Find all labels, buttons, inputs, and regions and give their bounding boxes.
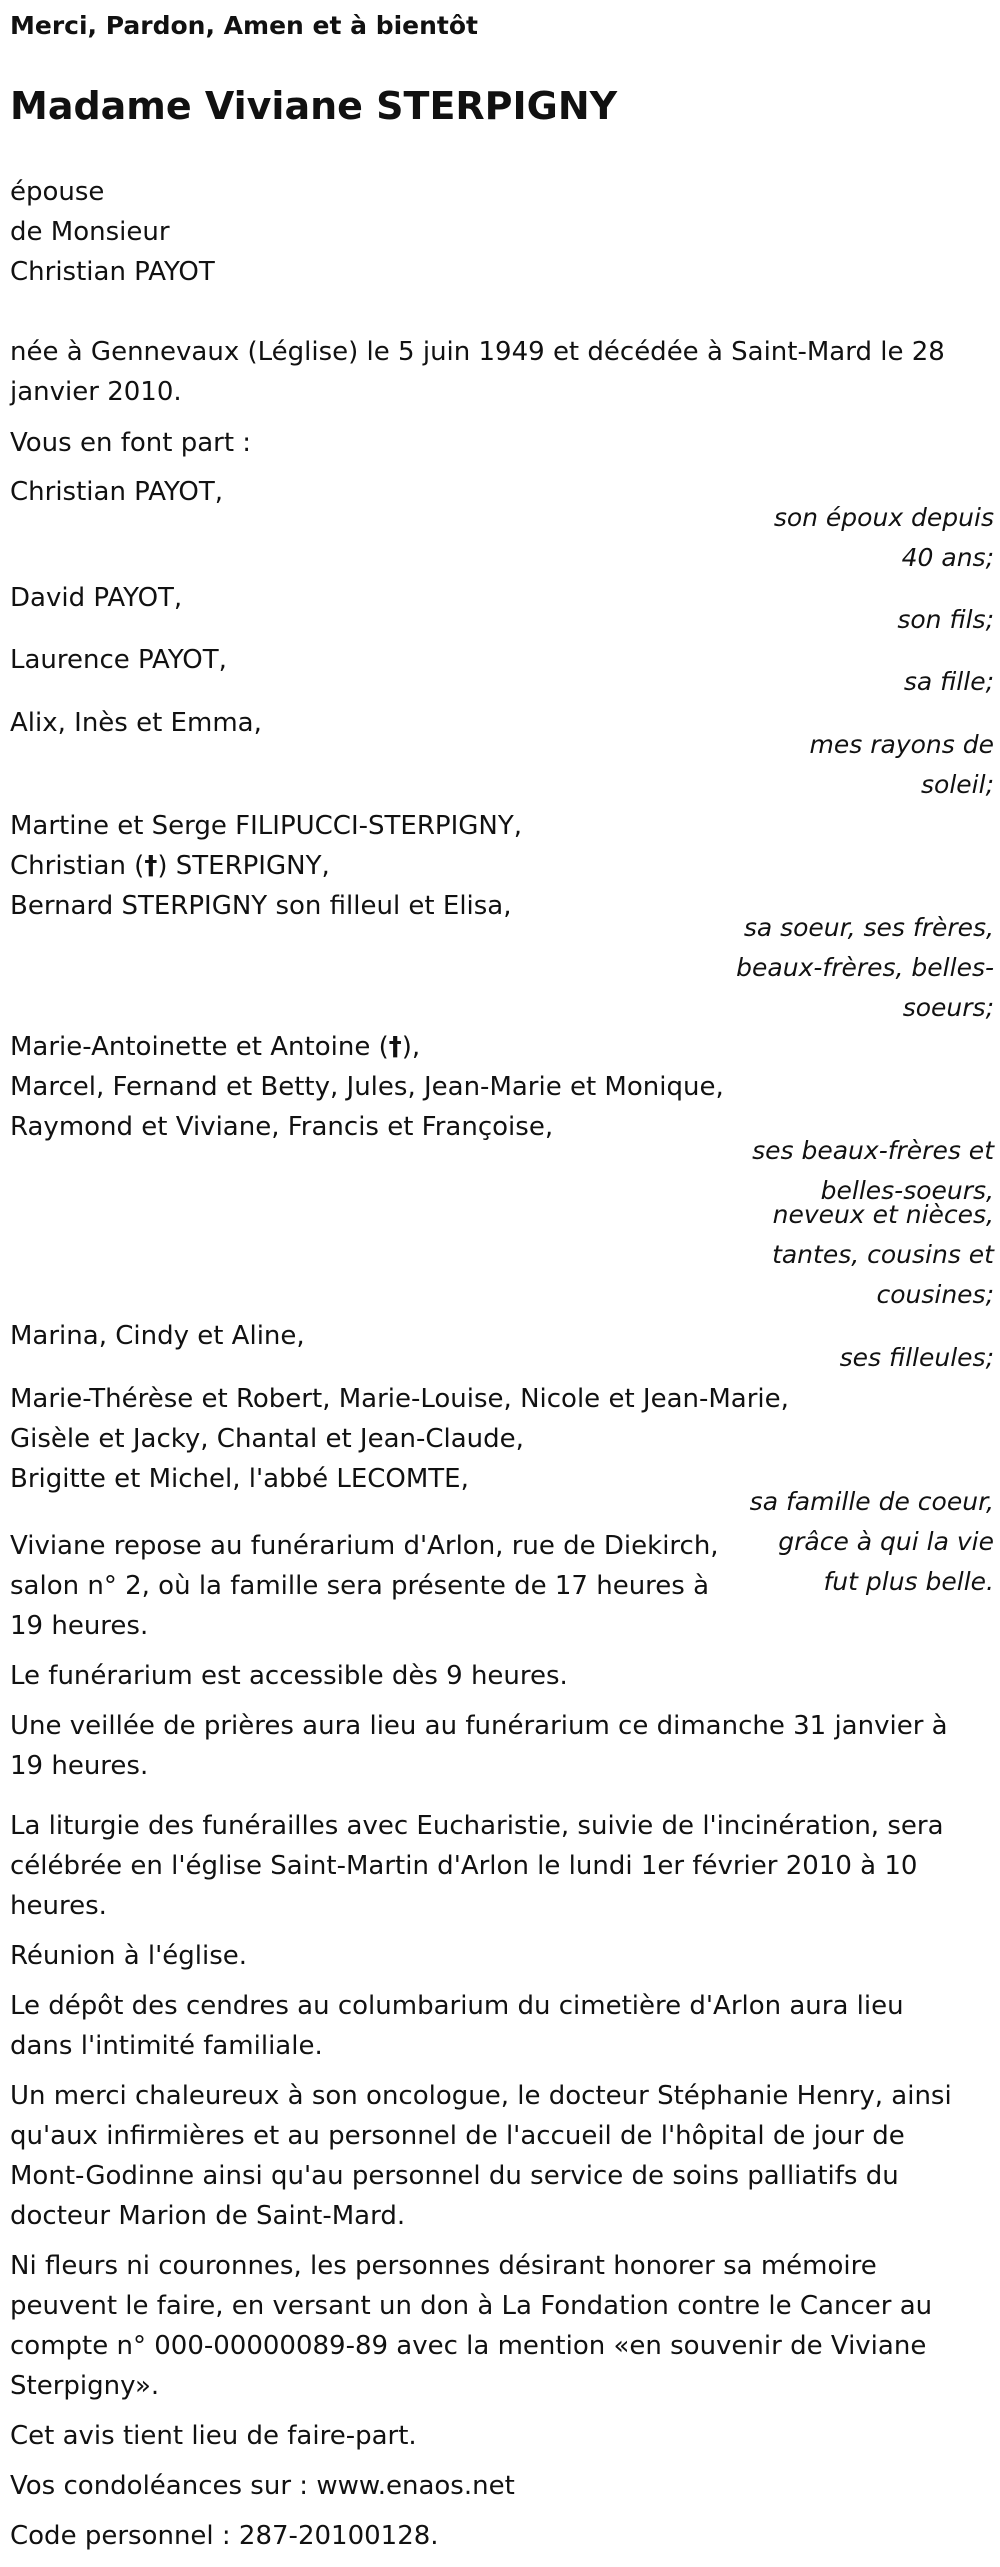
family-inlaws-2: Marcel, Fernand et Betty, Jules, Jean-Marie et Monique, bbox=[10, 1072, 724, 1102]
spouse-line-2: de Monsieur bbox=[10, 217, 170, 247]
role-christian: son époux depuis 40 ans; bbox=[773, 503, 994, 572]
code-text: Code personnel : 287-20100128. bbox=[10, 2521, 439, 2551]
role-heart: sa famille de coeur, grâce à qui la vie fut plus belle. bbox=[749, 1487, 994, 1596]
family-siblings-1: Martine et Serge FILIPUCCI-STERPIGNY, bbox=[10, 811, 522, 841]
family-siblings-2: Christian (†) STERPIGNY, bbox=[10, 851, 330, 881]
spouse-line-3: Christian PAYOT bbox=[10, 257, 215, 287]
family-heart-2: Gisèle et Jacky, Chantal et Jean-Claude, bbox=[10, 1424, 524, 1454]
page-title: Madame Viviane STERPIGNY bbox=[10, 84, 618, 128]
role-goddaughters: ses filleules; bbox=[839, 1343, 994, 1372]
family-inlaws-3: Raymond et Viviane, Francis et Françoise, bbox=[10, 1112, 554, 1142]
cross-icon: † bbox=[144, 851, 158, 881]
notice-text: Cet avis tient lieu de faire-part. bbox=[10, 2421, 417, 2451]
access-text: Le funérarium est accessible dès 9 heures. bbox=[10, 1661, 568, 1691]
family-siblings-3: Bernard STERPIGNY son filleul et Elisa, bbox=[10, 891, 512, 921]
ashes-text: Le dépôt des cendres au columbarium du cimetière d'Arlon aura lieu dans l'intimité familiale. bbox=[10, 1991, 904, 2061]
role-siblings: sa soeur, ses frères, beaux-frères, belles- soeurs; bbox=[736, 913, 994, 1022]
family-christian: Christian PAYOT, bbox=[10, 477, 224, 507]
family-grandchildren: Alix, Inès et Emma, bbox=[10, 708, 262, 738]
condolences-text: Vos condoléances sur : www.enaos.net bbox=[10, 2471, 515, 2501]
rest-line-1: Viviane repose au funérarium d'Arlon, rue de Diekirch, bbox=[10, 1531, 719, 1561]
cross-icon: † bbox=[388, 1032, 402, 1062]
meeting-text: Réunion à l'église. bbox=[10, 1941, 248, 1971]
spouse-line-1: épouse bbox=[10, 177, 105, 207]
rest-line-2: salon n° 2, où la famille sera présente de 17 heures à bbox=[10, 1571, 710, 1601]
family-goddaughters: Marina, Cindy et Aline, bbox=[10, 1321, 305, 1351]
role-laurence: sa fille; bbox=[903, 667, 994, 696]
liturgy-text: La liturgie des funérailles avec Eucharistie, suivie de l'incinération, sera célébrée en l'église Saint-Martin d'Arlon le lundi 1er février 2010 à 10 heures. bbox=[10, 1811, 944, 1921]
family-david: David PAYOT, bbox=[10, 583, 183, 613]
family-inlaws-1: Marie-Antoinette et Antoine (†), bbox=[10, 1032, 421, 1062]
role-david: son fils; bbox=[897, 605, 994, 634]
family-heart-1: Marie-Thérèse et Robert, Marie-Louise, Nicole et Jean-Marie, bbox=[10, 1384, 789, 1414]
family-laurence: Laurence PAYOT, bbox=[10, 645, 227, 675]
role-inlaws: ses beaux-frères et belles-soeurs, neveux et nièces, tantes, cousins et cousines; bbox=[752, 1136, 994, 1309]
birth-death-text: née à Gennevaux (Léglise) le 5 juin 1949 et décédée à Saint-Mard le 28 janvier 2010. bbox=[10, 337, 945, 407]
role-grandchildren: mes rayons de soleil; bbox=[809, 730, 994, 799]
thanks-text: Un merci chaleureux à son oncologue, le docteur Stéphanie Henry, ainsi qu'aux infirmières et au personnel de l'accueil de l'hôpital de jour de Mont-Godinne ainsi qu'au personnel du service de soins palliatifs du docteur Marion de Saint-Mard. bbox=[10, 2081, 952, 2231]
flowers-text: Ni fleurs ni couronnes, les personnes désirant honorer sa mémoire peuvent le faire, en versant un don à La Fondation contre le Cancer au compte n° 000-00000089-89 avec la mention «en souvenir de Viviane Sterpigny». bbox=[10, 2251, 933, 2401]
intro-text: Vous en font part : bbox=[10, 428, 252, 458]
rest-line-3: 19 heures. bbox=[10, 1611, 149, 1641]
header-line: Merci, Pardon, Amen et à bientôt bbox=[10, 11, 479, 40]
vigil-text: Une veillée de prières aura lieu au funérarium ce dimanche 31 janvier à 19 heures. bbox=[10, 1711, 948, 1781]
family-heart-3: Brigitte et Michel, l'abbé LECOMTE, bbox=[10, 1464, 469, 1494]
